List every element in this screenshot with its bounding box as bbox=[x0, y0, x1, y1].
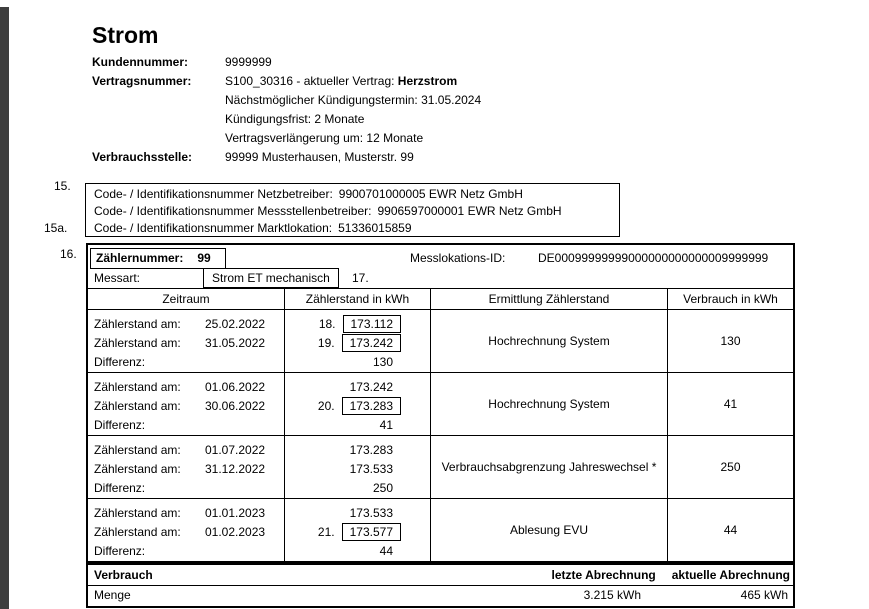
info-row-kuendigungsfrist bbox=[92, 110, 652, 129]
netzbetreiber-label: Code- / Identifikationsnummer Netzbetreiber: bbox=[94, 187, 333, 201]
annotation-17: 17. bbox=[352, 271, 369, 285]
marktlokation-label: Code- / Identifikationsnummer Marktlokation: bbox=[94, 221, 333, 235]
kundennummer-label: Kundennummer: bbox=[92, 55, 188, 69]
marktlokation-value: 51336015859 bbox=[338, 221, 412, 235]
method-cell: Hochrechnung System bbox=[431, 310, 668, 372]
reading-value-boxed: 173.577 bbox=[342, 523, 401, 541]
consumption-cell: 130 bbox=[720, 334, 741, 348]
netzbetreiber-value: 9900701000005 EWR Netz GmbH bbox=[338, 187, 523, 201]
reading-label: Zählerstand am: bbox=[94, 399, 181, 413]
header-zaehlerstand: Zählerstand in kWh bbox=[285, 289, 431, 309]
messlokations-id-label: Messlokations-ID: bbox=[410, 251, 506, 265]
vertragsnummer-label: Vertragsnummer: bbox=[92, 74, 192, 88]
reading-value-boxed: 173.283 bbox=[342, 397, 401, 415]
header-zeitraum: Zeitraum bbox=[88, 289, 285, 309]
info-row-verlaengerung bbox=[92, 129, 652, 148]
annotation-15a: 15a. bbox=[44, 221, 68, 235]
reading-label: Zählerstand am: bbox=[94, 506, 181, 520]
consumption-cell: 250 bbox=[720, 460, 741, 474]
reading-value: 173.533 bbox=[349, 505, 393, 520]
aktuelle-abrechnung-label: aktuelle Abrechnung bbox=[671, 568, 790, 582]
annotation-18: 18. bbox=[318, 316, 336, 331]
method-cell: Verbrauchsabgrenzung Jahreswechsel * bbox=[431, 436, 668, 498]
diff-label: Differenz: bbox=[94, 355, 146, 369]
messart-label: Messart: bbox=[94, 271, 141, 285]
reading-label: Zählerstand am: bbox=[94, 336, 181, 350]
reading-label: Zählerstand am: bbox=[94, 443, 181, 457]
reading-label: Zählerstand am: bbox=[94, 317, 181, 331]
messlokations-id-value: DE00099999999000000000000009999999 bbox=[538, 251, 769, 265]
vertrag-line bbox=[225, 72, 457, 91]
reading-label: Zählerstand am: bbox=[94, 462, 181, 476]
meter-header-row bbox=[88, 245, 793, 289]
reading-block-4 bbox=[88, 499, 793, 562]
zaehlernummer-value: 99 bbox=[197, 251, 211, 265]
messstellenbetreiber-label: Code- / Identifikationsnummer Messstellenbetreiber: bbox=[94, 204, 372, 218]
page-title: Strom bbox=[92, 22, 159, 48]
diff-label: Differenz: bbox=[94, 481, 146, 495]
diff-value: 250 bbox=[372, 480, 393, 495]
verlaengerung-value: Vertragsverlängerung um: 12 Monate bbox=[225, 131, 424, 145]
netzbetreiber-line bbox=[94, 186, 619, 203]
letzte-abrechnung-value: 3.215 kWh bbox=[583, 588, 641, 602]
reading-date: 01.07.2022 bbox=[205, 443, 266, 457]
verbrauch-summary-row bbox=[88, 562, 793, 586]
reading-date: 31.05.2022 bbox=[205, 336, 266, 350]
letzte-abrechnung-label: letzte Abrechnung bbox=[551, 568, 656, 582]
vertrag-prefix: S100_30316 - aktueller Vertrag: bbox=[225, 74, 398, 88]
reading-date: 31.12.2022 bbox=[205, 462, 266, 476]
annotation-20: 20. bbox=[317, 398, 335, 413]
reading-value: 173.533 bbox=[349, 461, 393, 476]
header-ermittlung: Ermittlung Zählerstand bbox=[431, 289, 668, 309]
vertrag-name: Herzstrom bbox=[397, 74, 458, 88]
info-row-verbrauchsstelle bbox=[92, 148, 652, 167]
annotation-21: 21. bbox=[317, 524, 335, 539]
menge-label: Menge bbox=[94, 588, 131, 602]
zaehlernummer-box bbox=[90, 248, 226, 269]
contract-info bbox=[92, 53, 652, 167]
annotation-15: 15. bbox=[54, 179, 71, 193]
reading-block-2 bbox=[88, 373, 793, 436]
reading-date: 01.02.2023 bbox=[205, 525, 266, 539]
reading-block-3 bbox=[88, 436, 793, 499]
marktlokation-line bbox=[94, 220, 619, 237]
reading-value: 173.283 bbox=[349, 442, 393, 457]
messart-box: Strom ET mechanisch bbox=[203, 268, 339, 288]
diff-value: 130 bbox=[372, 354, 393, 369]
window-edge-strip bbox=[0, 7, 9, 609]
reading-date: 01.01.2023 bbox=[205, 506, 266, 520]
consumption-cell: 41 bbox=[723, 397, 738, 411]
reading-value-boxed: 173.242 bbox=[342, 334, 401, 352]
code-identification-box bbox=[85, 183, 620, 237]
kundennummer-value: 9999999 bbox=[225, 55, 272, 69]
verbrauchsstelle-label: Verbrauchsstelle: bbox=[92, 150, 193, 164]
annotation-16: 16. bbox=[60, 247, 77, 261]
method-cell: Hochrechnung System bbox=[431, 373, 668, 435]
column-header-row bbox=[88, 289, 793, 310]
verbrauchsstelle-value: 99999 Musterhausen, Musterstr. 99 bbox=[225, 150, 414, 164]
diff-value: 44 bbox=[379, 543, 393, 558]
reading-date: 25.02.2022 bbox=[205, 317, 266, 331]
reading-block-1 bbox=[88, 310, 793, 373]
reading-value: 173.242 bbox=[349, 379, 393, 394]
diff-label: Differenz: bbox=[94, 418, 146, 432]
aktuelle-abrechnung-value: 465 kWh bbox=[740, 588, 788, 602]
annotation-19: 19. bbox=[317, 335, 335, 350]
header-verbrauch: Verbrauch in kWh bbox=[683, 292, 778, 306]
zaehlernummer-label: Zählernummer: bbox=[96, 251, 184, 265]
diff-value: 41 bbox=[379, 417, 393, 432]
verbrauch-label: Verbrauch bbox=[94, 568, 153, 582]
reading-value-boxed: 173.112 bbox=[343, 315, 402, 333]
messstellenbetreiber-value: 9906597000001 EWR Netz GmbH bbox=[377, 204, 562, 218]
method-cell: Ablesung EVU bbox=[431, 499, 668, 561]
info-row-kundennummer bbox=[92, 53, 652, 72]
diff-label: Differenz: bbox=[94, 544, 146, 558]
meter-reading-table bbox=[86, 243, 795, 608]
kuendigungsfrist-value: Kündigungsfrist: 2 Monate bbox=[225, 112, 365, 126]
reading-label: Zählerstand am: bbox=[94, 380, 181, 394]
info-row-vertragsnummer bbox=[92, 72, 652, 91]
info-row-kuendigungstermin bbox=[92, 91, 652, 110]
reading-date: 30.06.2022 bbox=[205, 399, 266, 413]
consumption-cell: 44 bbox=[723, 523, 738, 537]
menge-row bbox=[88, 586, 793, 606]
reading-date: 01.06.2022 bbox=[205, 380, 266, 394]
reading-label: Zählerstand am: bbox=[94, 525, 181, 539]
messstellenbetreiber-line bbox=[94, 203, 619, 220]
kuendigungstermin-value: Nächstmöglicher Kündigungstermin: 31.05.2024 bbox=[225, 93, 482, 107]
